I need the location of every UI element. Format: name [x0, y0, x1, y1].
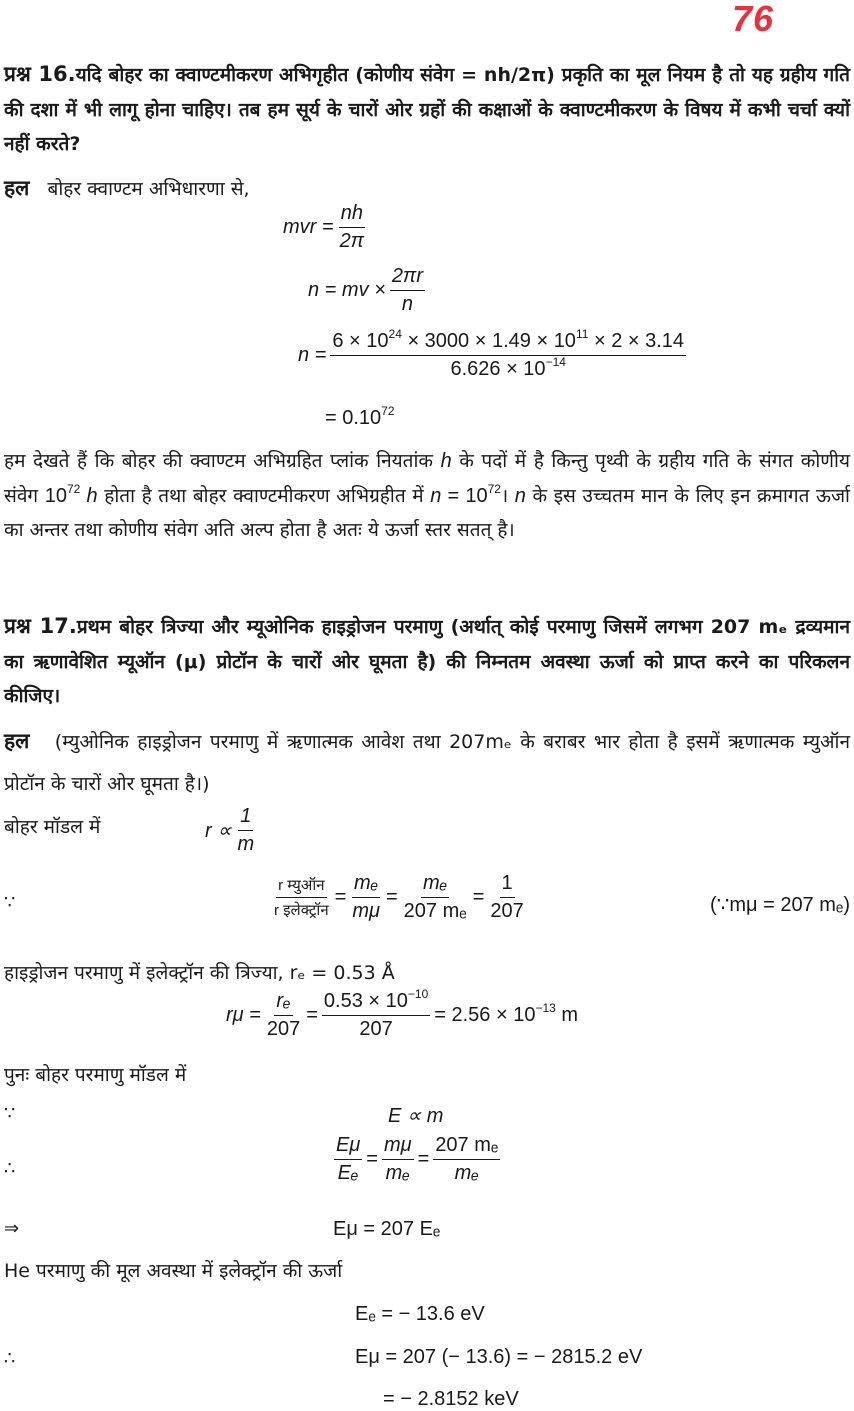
solution-17-intro: [4, 720, 850, 805]
therefore-symbol: ∴: [4, 1348, 16, 1369]
because-symbol: ∵: [4, 892, 16, 913]
he-energy-text: He परमाणु की मूल अवस्था में इलेक्ट्रॉन की ऊर्जा: [4, 1260, 343, 1282]
question-text: प्रथम बोहर त्रिज्या और म्यूओनिक हाइड्रोजन परमाणु (अर्थात् कोई परमाणु जिसमें लगभग 207 mₑ द्रव्यमान का ऋणावेशित म्यूऑन (μ) प्रोटॉन के चारों ओर घूमता है) की निम्नतम अवस्था ऊर्जा को प्राप्त करने का परिकलन कीजिए।: [4, 616, 850, 707]
equation-muon-radius: rμ = $\frac{\text{rₑ}}{207}$ = $\frac{0.53 \times 10^{-10}}{207}$ = $2.56 \times 10^{-13}$ m: [226, 987, 579, 1040]
equation-n-result: = $0.10^{72}$: [325, 404, 395, 429]
question-label: प्रश्न 16.: [4, 62, 76, 86]
equation-r-proportional: r ∝ $\frac{1}{m}$: [205, 805, 255, 855]
equation-mvr: mvr = $\frac{nh}{2\pi}$: [283, 202, 365, 252]
because-symbol: ∵: [4, 1103, 16, 1124]
question-text: यदि बोहर का क्वाण्टमीकरण अभिगृहीत (कोणीय संवेग = nh/2π) प्रकृति का मूल नियम है तो यह ग्रहीय गति की दशा में भी लागू होना चाहिए। तब हम सूर्य के चारों ओर ग्रहों की कक्षाओं के क्वाण्टमीकरण के विषय में कभी चर्चा क्यों नहीं करते?: [4, 64, 850, 155]
bohr-model-label: बोहर मॉडल में: [4, 816, 101, 838]
question-17: [4, 609, 850, 714]
question-label: प्रश्न 17.: [4, 614, 77, 638]
solution-intro-text: बोहर क्वाण्टम अभिधारणा से,: [47, 178, 250, 200]
again-bohr-text: पुनः बोहर परमाणु मॉडल में: [4, 1064, 187, 1086]
equation-n-mv: n = mv × $\frac{2\pi r}{n}$: [308, 265, 423, 315]
equation-muon-energy: Eμ = 207 (− 13.6) = − 2815.2 eV: [355, 1346, 643, 1368]
equation-energy-result: Eμ = 207 Eₑ: [333, 1218, 441, 1240]
solution-intro-text: (म्युओनिक हाइड्रोजन परमाणु में ऋणात्मक आवेश तथा 207mₑ के बराबर भार होता है इसमें ऋणात्मक म्युऑन प्रोटॉन के चारों ओर घूमता है।): [4, 731, 850, 795]
solution-label: हल: [4, 176, 30, 200]
page-number: 76: [731, 0, 774, 39]
equation-kev: = − 2.8152 keV: [383, 1388, 519, 1410]
question-16: [4, 57, 850, 162]
solution-label: हल: [4, 729, 30, 753]
equation-radius-ratio: $\frac{\text{r म्युऑन}}{\text{r इलेक्ट्रॉन}}$ = $\frac{\text{mₑ}}{m\mu}$ = $\frac{\text{mₑ}}{\text{207 mₑ}}$ = $\frac{1}{207}$: [274, 872, 524, 922]
electron-radius-text: हाइड्रोजन परमाणु में इलेक्ट्रॉन की त्रिज्या, rₑ = 0.53 Å: [4, 962, 395, 984]
equation-energy-ratio: $\frac{E\mu}{\text{Eₑ}}$ = $\frac{m\mu}{\text{mₑ}}$ = $\frac{\text{207 mₑ}}{\text{mₑ}}$: [336, 1134, 499, 1184]
ratio-note: (∵mμ = 207 mₑ): [709, 894, 850, 916]
equation-e-proportional: E ∝ m: [388, 1105, 444, 1127]
therefore-symbol: ∴: [4, 1158, 16, 1179]
solution-16-intro: [4, 178, 250, 199]
equation-electron-energy: Eₑ = − 13.6 eV: [355, 1303, 485, 1325]
solution-16-conclusion: हम देखते हैं कि बोहर की क्वाण्टम अभिग्रहित प्लांक नियतांक h के पदों में है किन्तु पृथ्वी के ग्रहीय गति के संगत कोणीय संवेग $10^{72}$ h होता है तथा बोहर क्वाण्टमीकरण अभिग्रहीत में $n = 10^{72}।$ n के इस उच्चतम मान के लिए इन क्रमागत ऊर्जा का अन्तर तथा कोणीय संवेग अति अल्प होता है अतः ये ऊर्जा स्तर सतत् है।: [4, 450, 850, 541]
implies-symbol: ⇒: [4, 1218, 20, 1239]
equation-n-value: n = $\frac{6 \times 10^{24} \times 3000 \times 1.49 \times 10^{11} \times 2 \times 3.14}{6.626 \times 10^{-14}}$: [298, 327, 685, 380]
